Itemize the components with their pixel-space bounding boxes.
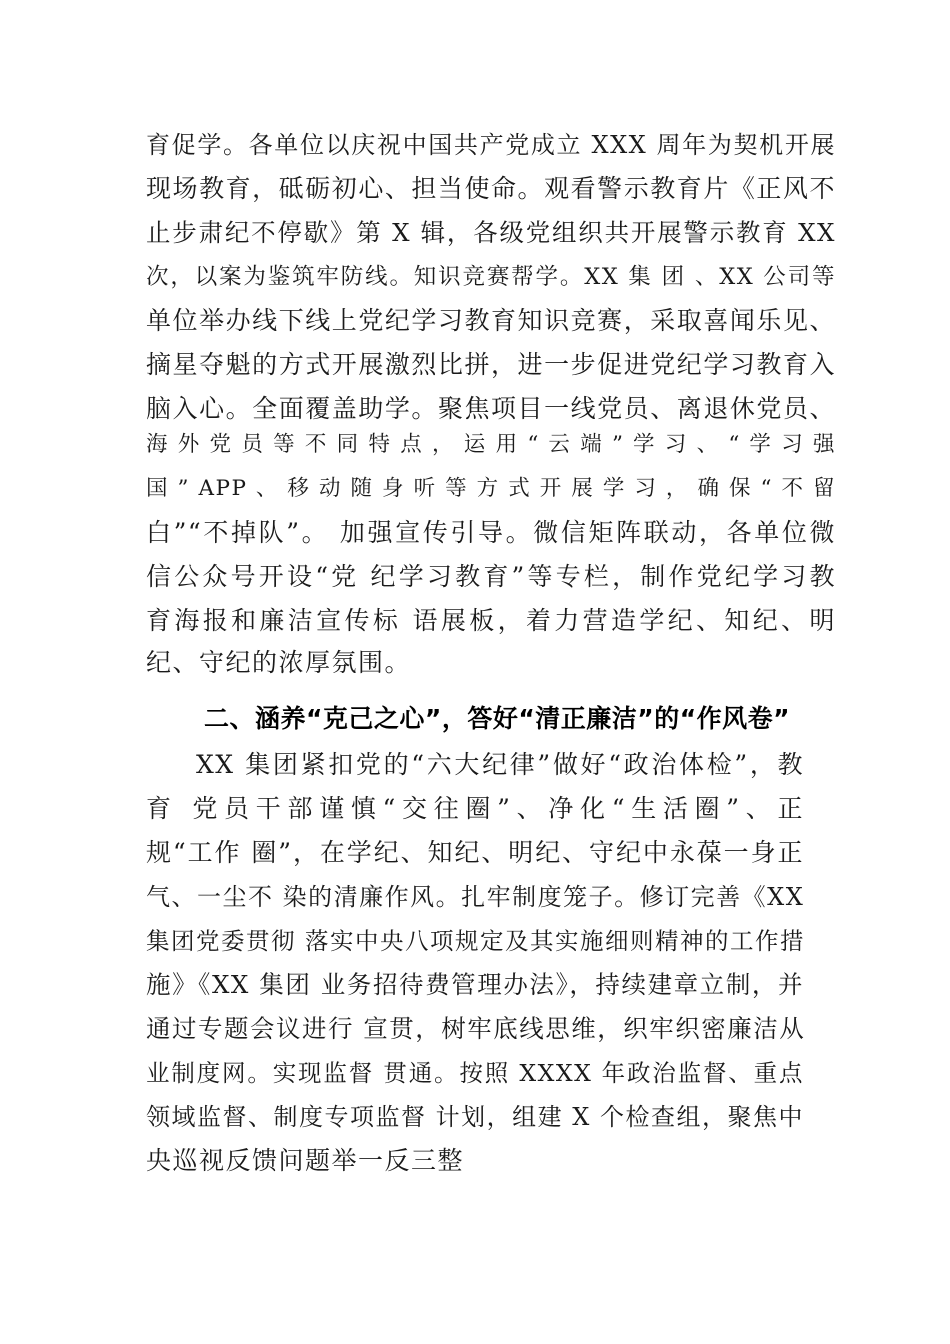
paragraph-line: 国 ” APP 、 移 动 随 身 听 等 方 式 开 展 学 习 ， 确 保 “ 不 留 [146,476,836,501]
paragraph-line: 集团党委贯彻 落实中央八项规定及其实施细则精神的工作措 [146,927,805,955]
paragraph-line: 止步肃纪不停歇》第 X 辑，各级党组织共开展警示教育 XX [146,218,836,247]
paragraph-line: 施》《XX 集团 业务招待费管理办法》，持续建章立制，并 [146,970,804,999]
paragraph-line: 单位举办线下线上党纪学习教育知识竞赛，采取喜闻乐见、 [146,306,836,335]
paragraph-line: 育 党员干部谨慎“交往圈”、净化“生活圈”、正 [146,794,804,823]
paragraph-line: 领域监督、制度专项监督 计划，组建 X 个检查组，聚焦中 [146,1103,804,1131]
paragraph-line: 现场教育，砥砺初心、担当使命。观看警示教育片《正风不 [146,174,836,203]
paragraph-line: 次，以案为鉴筑牢防线。知识竞赛帮学。XX 集 团 、XX 公司等 [146,264,836,290]
section-heading: 二、涵养“克己之心”，答好“清正廉洁”的“作风卷” [204,704,791,733]
paragraph-line: 信公众号开设“党 纪学习教育”等专栏，制作党纪学习教 [146,562,836,591]
paragraph-line: 海 外 党 员 等 不 同 特 点 ， 运 用 “ 云 端 ” 学 习 、 “ 学 习 强 [146,432,836,457]
paragraph-line: 规“工作 圈”，在学纪、知纪、明纪、守纪中永葆一身正 [146,838,804,867]
paragraph-line: 白”“不掉队”。 加强宣传引导。微信矩阵联动，各单位微 [146,518,836,547]
paragraph-line: 通过专题会议进行 宣贯，树牢底线思维，织牢织密廉洁从 [146,1014,806,1043]
paragraph-line: 育促学。各单位以庆祝中国共产党成立 XXX 周年为契机开展 [146,131,836,159]
paragraph-line: 育海报和廉洁宣传标 语展板，着力营造学纪、知纪、明 [146,606,836,635]
paragraph-line: 脑入心。全面覆盖助学。聚焦项目一线党员、离退休党员、 [146,394,836,423]
paragraph-line: XX 集团紧扣党的“六大纪律”做好“政治体检”，教 [196,750,804,779]
paragraph-line: 央巡视反馈问题举一反三整 [146,1146,465,1175]
paragraph-line: 业制度网。实现监督 贯通。按照 XXXX 年政治监督、重点 [146,1059,804,1087]
paragraph-line: 摘星夺魁的方式开展激烈比拼，进一步促进党纪学习教育入 [146,350,836,379]
paragraph-line: 纪、守纪的浓厚氛围。 [146,648,412,677]
paragraph-line: 气、一尘不 染的清廉作风。扎牢制度笼子。修订完善《XX [146,883,805,911]
